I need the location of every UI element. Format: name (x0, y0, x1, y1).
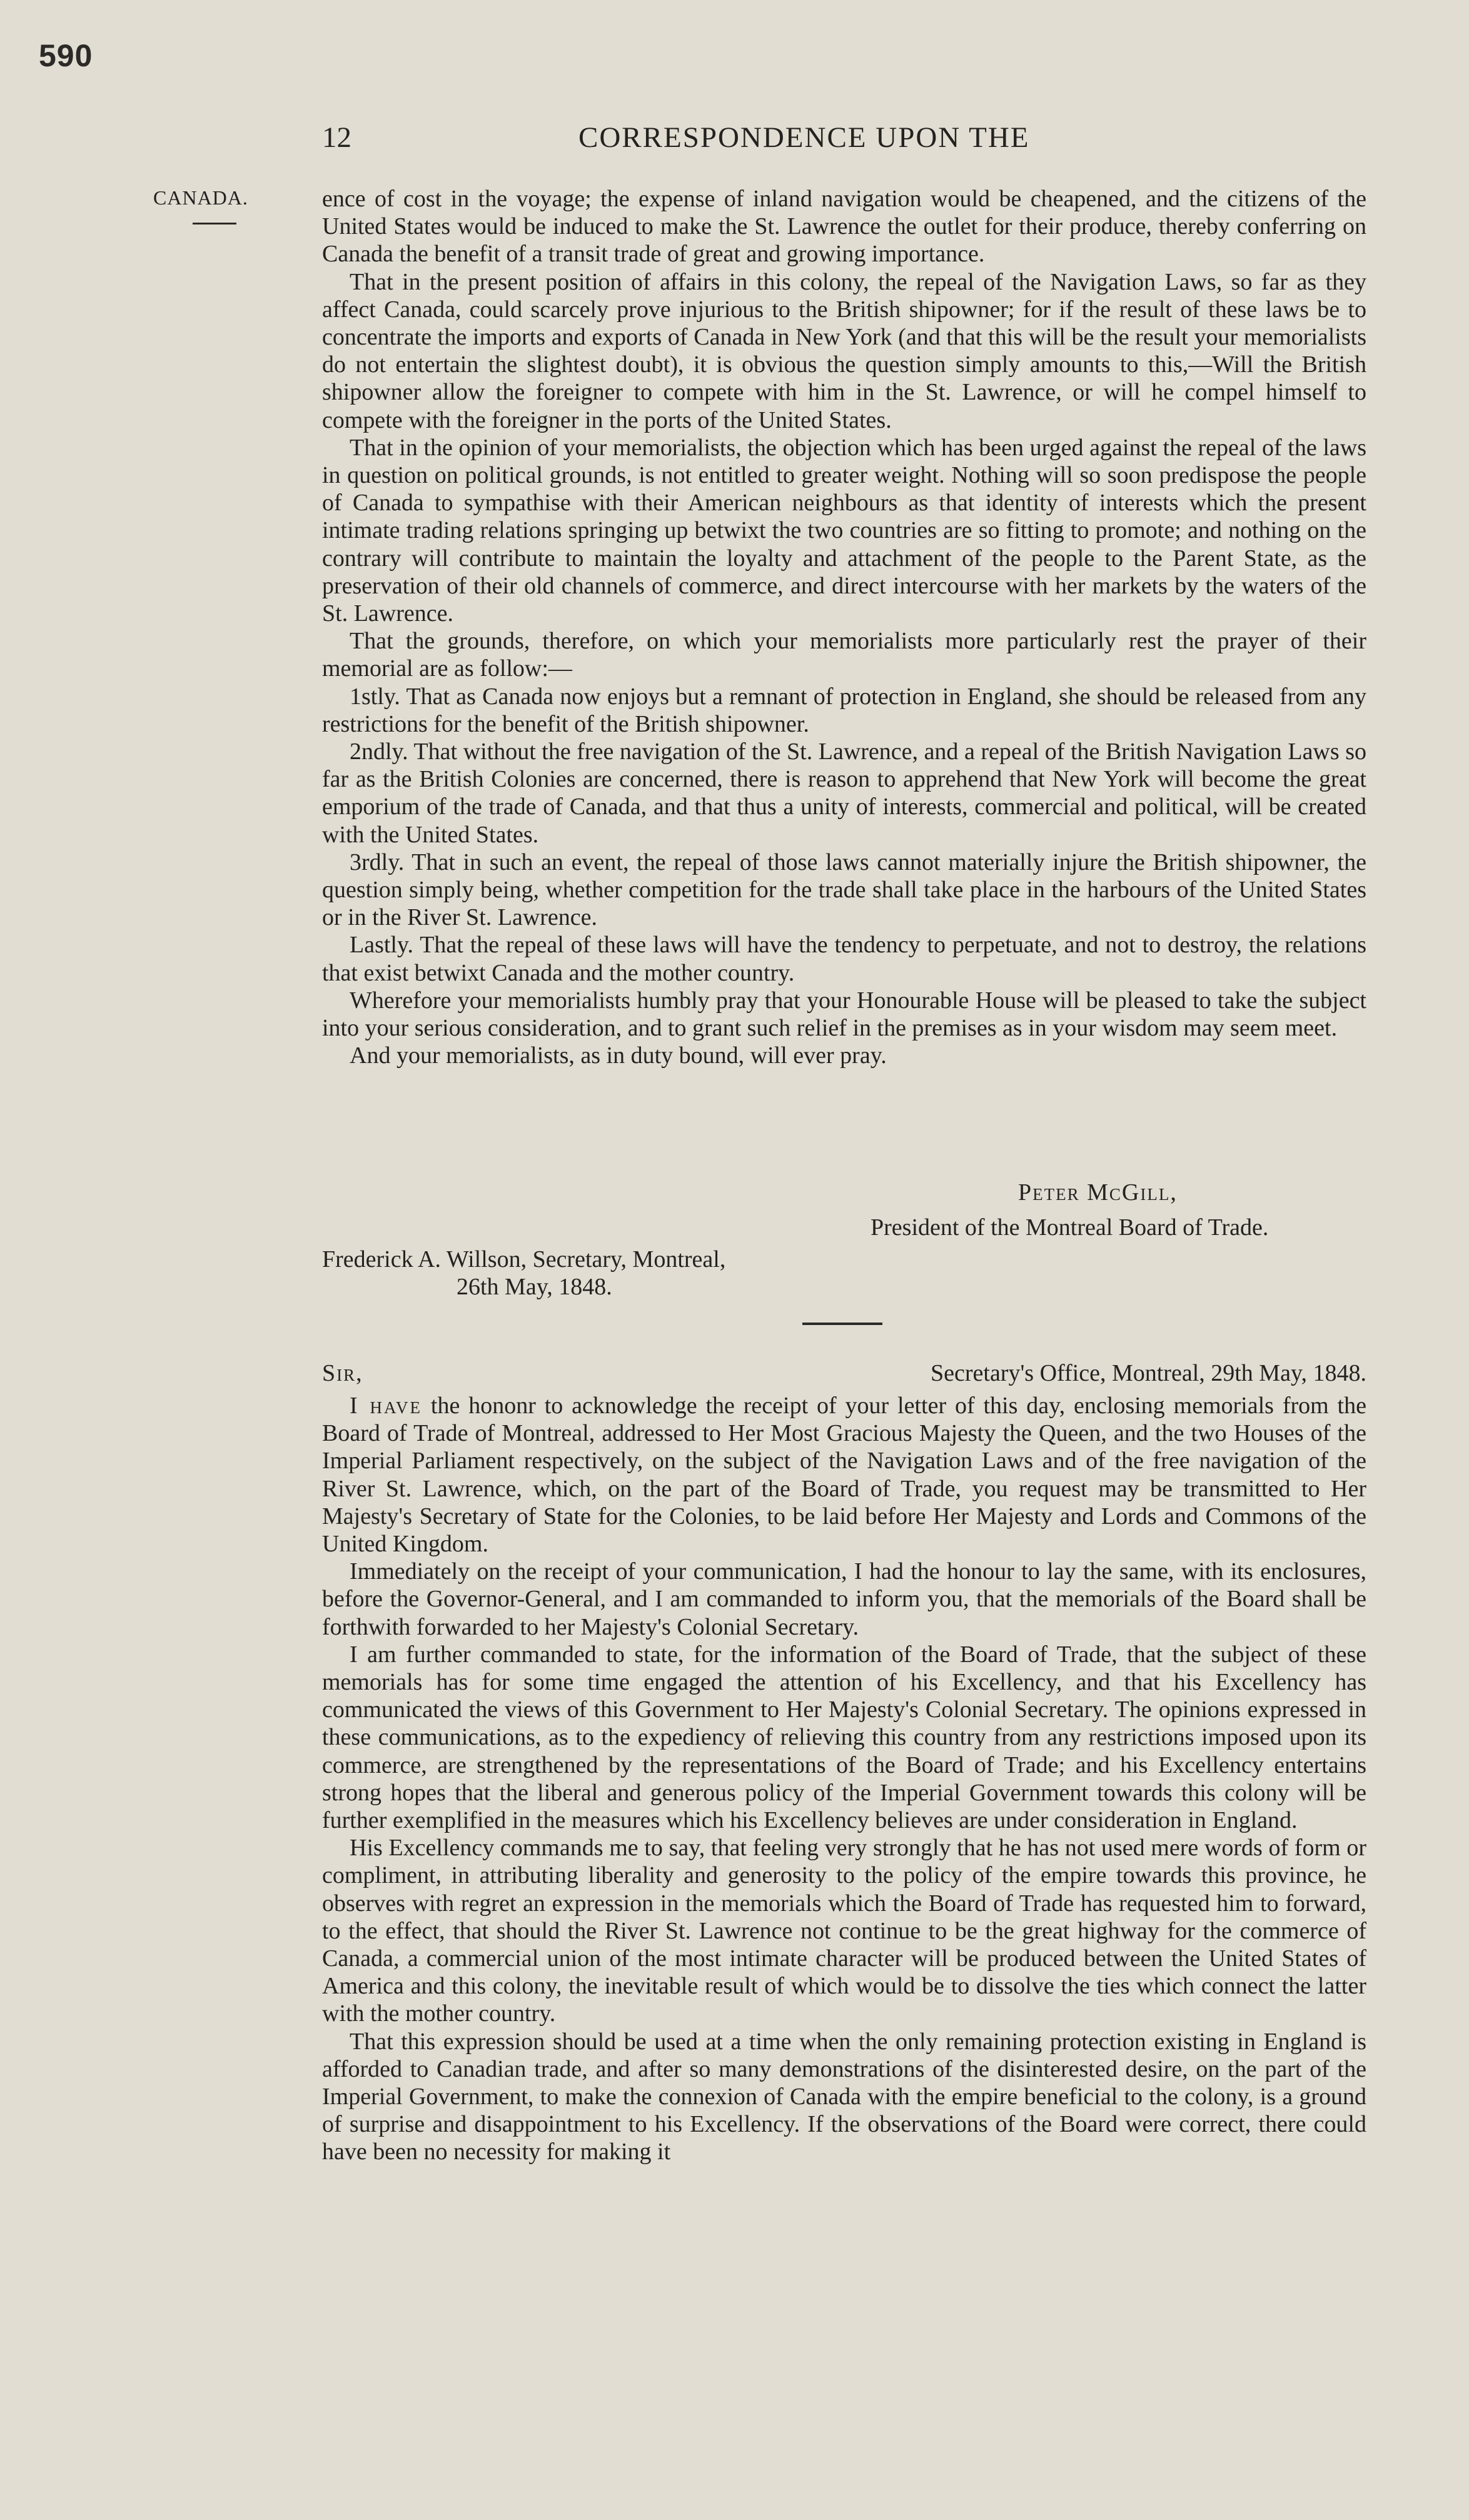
letter-dateline: Secretary's Office, Montreal, 29th May, 1848. (931, 1360, 1366, 1386)
letter-salutation: Sir, (322, 1360, 363, 1386)
opening-words: I have (350, 1393, 423, 1419)
page-number: 590 (39, 38, 93, 73)
side-label-rule (193, 223, 236, 224)
signatory-name: Peter McGill, (1018, 1179, 1178, 1206)
memorial-paragraph: That in the present position of affairs in this colony, the repeal of the Navigation Laws, so far as they affect Canada, could scarcely prove injurious to the British shipowner; for if the result of these laws be to concentrate the imports and exports of Canada in New York (and that this will be the result your memorialists do not entertain the slightest doubt), it is obvious the question simply amounts to this,—Will the British shipowner allow the foreigner to compete with him in the St. Lawrence, or will he compel himself to compete with the foreigner in the ports of the United States. (322, 268, 1366, 433)
letter-paragraph: Immediately on the receipt of your communication, I had the honour to lay the same, with its enclosures, before the Governor-General, and I am commanded to inform you, that the memorials of the Board shall be forthwith forwarded to her Majesty's Colonial Secretary. (322, 1558, 1366, 1640)
letter-body (322, 1392, 1366, 2166)
memorial-paragraph: Wherefore your memorialists humbly pray that your Honourable House will be pleased to take the subject into your serious consideration, and to grant such relief in the premises as in your wisdom may seem meet. (322, 987, 1366, 1042)
letter-paragraph (322, 1392, 1366, 1558)
letter-paragraph: That this expression should be used at a time when the only remaining protection existing in England is afforded to Canadian trade, and after so many demonstrations of the disinterested desire, on the part of the Imperial Government, to make the connexion of Canada with the empire beneficial to the colony, is a ground of surprise and disappointment to his Excellency. If the observations of the Board were correct, there could have been no necessity for making it (322, 2028, 1366, 2165)
secretary-line: Frederick A. Willson, Secretary, Montreal, (322, 1246, 726, 1273)
letter-paragraph-text: the hononr to acknowledge the receipt of your letter of this day, enclosing memorials from the Board of Trade of Montreal, addressed to Her Most Gracious Majesty the Queen, and the two Houses of the Imperial Parliament respectively, on the subject of the Navigation Laws and of the free navigation of the River St. Lawrence, which, on the part of the Board of Trade, you request may be transmitted to Her Majesty's Secretary of State for the Colonies, to be laid before Her Majesty and Lords and Commons of the United Kingdom. (322, 1393, 1366, 1558)
memorial-paragraph: 2ndly. That without the free navigation of the St. Lawrence, and a repeal of the British Navigation Laws so far as the British Colonies are concerned, there is reason to apprehend that New York will become the great emporium of the trade of Canada, and that thus a unity of interests, commercial and political, will be created with the United States. (322, 738, 1366, 848)
folio-number: 12 (322, 121, 351, 154)
letter-paragraph: I am further commanded to state, for the information of the Board of Trade, that the subject of these memorials has for some time engaged the attention of his Excellency, and that his Excellency has communicated the views of this Government to Her Majesty's Colonial Secretary. The opinions expressed in these communications, as to the expediency of relieving this country from any restrictions imposed upon its commerce, are strengthened by the representations of the Board of Trade; and his Excellency entertains strong hopes that the liberal and generous policy of the Imperial Government towards this colony will be further exemplified in the measures which his Excellency believes are under consideration in England. (322, 1641, 1366, 1834)
memorial-paragraph: And your memorialists, as in duty bound, will ever pray. (350, 1042, 887, 1069)
letter-paragraph: His Excellency commands me to say, that feeling very strongly that he has not used mere words of form or compliment, in attributing liberality and generosity to the policy of the empire towards this province, he observes with regret an expression in the memorials which the Board of Trade has requested him to forward, to the effect, that should the River St. Lawrence not continue to be the great highway for the commerce of Canada, a commercial union of the most intimate character will be produced between the United States of America and this colony, the inevitable result of which would be to dissolve the ties which connect the latter with the mother country. (322, 1835, 1366, 2027)
secretary-date: 26th May, 1848. (457, 1274, 612, 1300)
memorial-paragraph: That in the opinion of your memorialists, the objection which has been urged against the repeal of the laws in question on political grounds, is not entitled to greater weight. Nothing will so soon predispose the people of Canada to sympathise with their American neighbours as that identity of interests which the present intimate trading relations springing up betwixt the two countries are so fitting to promote; and nothing on the contrary will contribute to maintain the loyalty and attachment of the people to the Parent State, as the preservation of their old channels of commerce, and direct intercourse with her markets by the waters of the St. Lawrence. (322, 434, 1366, 627)
signatory-title: President of the Montreal Board of Trade. (871, 1214, 1269, 1241)
running-head-title: CORRESPONDENCE UPON THE (578, 121, 1030, 154)
memorial-paragraph: ence of cost in the voyage; the expense of inland navigation would be cheapened, and the citizens of the United States would be induced to make the St. Lawrence the outlet for their produce, thereby conferring on Canada the benefit of a transit trade of great and growing importance. (322, 186, 1366, 268)
side-label-canada: CANADA. (153, 186, 248, 209)
memorial-body (322, 185, 1366, 1070)
memorial-paragraph: 1stly. That as Canada now enjoys but a remnant of protection in England, she should be released from any restrictions for the benefit of the British shipowner. (322, 683, 1366, 737)
memorial-paragraph: 3rdly. That in such an event, the repeal of those laws cannot materially injure the British shipowner, the question simply being, whether competition for the trade shall take place in the harbours of the United States or in the River St. Lawrence. (322, 849, 1366, 931)
memorial-paragraph: That the grounds, therefore, on which your memorialists more particularly rest the prayer of their memorial are as follow:— (322, 628, 1366, 682)
memorial-paragraph: Lastly. That the repeal of these laws will have the tendency to perpetuate, and not to destroy, the relations that exist betwixt Canada and the mother country. (322, 932, 1366, 986)
section-divider (802, 1323, 882, 1325)
